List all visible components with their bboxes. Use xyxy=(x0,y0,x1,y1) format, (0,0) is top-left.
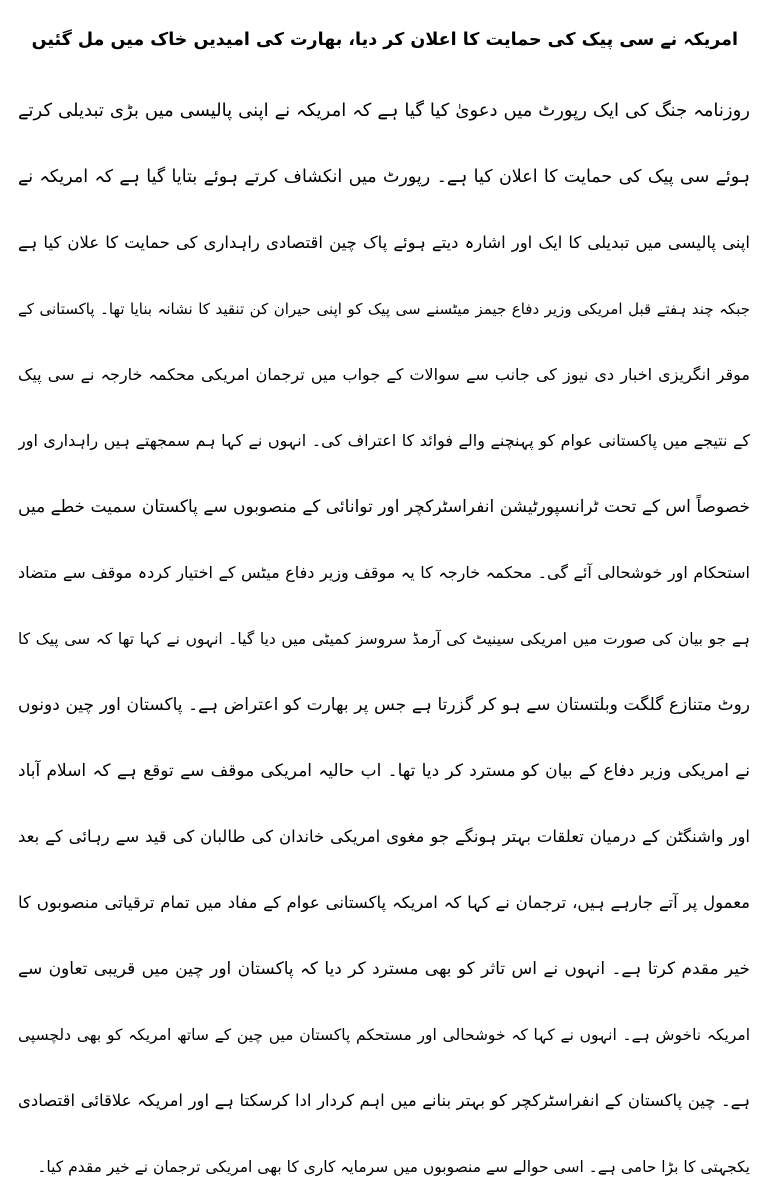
body-line: جبکہ چند ہفتے قبل امریکی وزیر دفاع جیمز میٹسنے سی پیک کو اپنی حیران کن تنقید کا نشانہ بنایا تھا۔ پاکستانی کے xyxy=(18,300,750,318)
body-line: استحکام اور خوشحالی آئے گی۔ محکمہ خارجہ کا یہ موقف وزیر دفاع میٹس کے اختیار کردہ موقف سے متضاد xyxy=(18,563,750,582)
body-line: ہے۔ چین پاکستان کے انفراسٹرکچر کو بہتر بنانے میں اہم کردار ادا کرسکتا ہے اور امریکہ علاقائی اقتصادی xyxy=(18,1091,750,1110)
body-line: روزنامہ جنگ کی ایک رپورٹ میں دعویٰ کیا گیا ہے کہ امریکہ نے اپنی پالیسی میں بڑی تبدیلی کرتے xyxy=(18,100,750,121)
body-line: ہوئے سی پیک کی حمایت کا اعلان کیا ہے۔ رپورٹ میں انکشاف کرتے ہوئے بتایا گیا ہے کہ امریکہ نے xyxy=(18,167,750,187)
body-line: خیر مقدم کرتا ہے۔ انہوں نے اس تاثر کو بھی مسترد کر دیا کہ پاکستان اور چین میں قریبی تعاون سے xyxy=(18,959,750,979)
body-line: نے امریکی وزیر دفاع کے بیان کو مسترد کر دیا تھا۔ اب حالیہ امریکی موقف سے توقع ہے کہ اسلام آباد xyxy=(18,761,750,781)
body-line: امریکہ ناخوش ہے۔ انہوں نے کہا کہ خوشحالی اور مستحکم پاکستان میں چین کے ساتھ امریکہ کو بھی دلچسپی xyxy=(18,1026,750,1044)
body-line: ہے جو بیان کی صورت میں امریکی سینیٹ کی آرمڈ سروسز کمیٹی میں دیا گیا۔ انہوں نے کہا تھا کہ سی پیک کا xyxy=(18,630,750,648)
body-line: روٹ متنازع گلگت وبلتستان سے ہو کر گزرتا ہے جس پر بھارت کو اعتراض ہے۔ پاکستان اور چین دونوں xyxy=(18,695,750,715)
body-line: کے نتیجے میں پاکستانی عوام کو پہنچنے والے فوائد کا اعتراف کی۔ انہوں نے کہا ہم سمجھتے ہیں راہداری اور xyxy=(18,431,750,450)
body-line: خصوصاً اس کے تحت ٹرانسپورٹیشن انفراسٹرکچر اور توانائی کے منصوبوں سے پاکستان سمیت خطے میں xyxy=(18,497,750,517)
body-line: معمول پر آتے جارہے ہیں، ترجمان نے کہا کہ امریکہ پاکستانی عوام کے مفاد میں تمام ترقیاتی منصوبوں کا xyxy=(18,893,750,912)
body-line: اور واشنگٹن کے درمیان تعلقات بہتر ہونگے جو مغوی امریکی خاندان کی طالبان کی قید سے رہائی کے بعد xyxy=(18,827,750,846)
article-body xyxy=(18,78,750,1200)
body-line: یکجہتی کا بڑا حامی ہے۔ اسی حوالے سے منصوبوں میں سرمایہ کاری کا بھی امریکی ترجمان نے خیر مقدم کیا۔ xyxy=(37,1158,750,1176)
article-headline: امریکہ نے سی پیک کی حمایت کا اعلان کر دیا، بھارت کی امیدیں خاک میں مل گئیں xyxy=(31,30,738,50)
body-line: موقر انگریزی اخبار دی نیوز کی جانب سے سوالات کے جواب میں ترجمان امریکی محکمہ خارجہ نے سی پیک xyxy=(18,365,750,384)
body-line: اپنی پالیسی میں تبدیلی کا ایک اور اشارہ دیتے ہوئے پاک چین اقتصادی راہداری کی حمایت کا علان کیا ہے xyxy=(18,233,750,252)
